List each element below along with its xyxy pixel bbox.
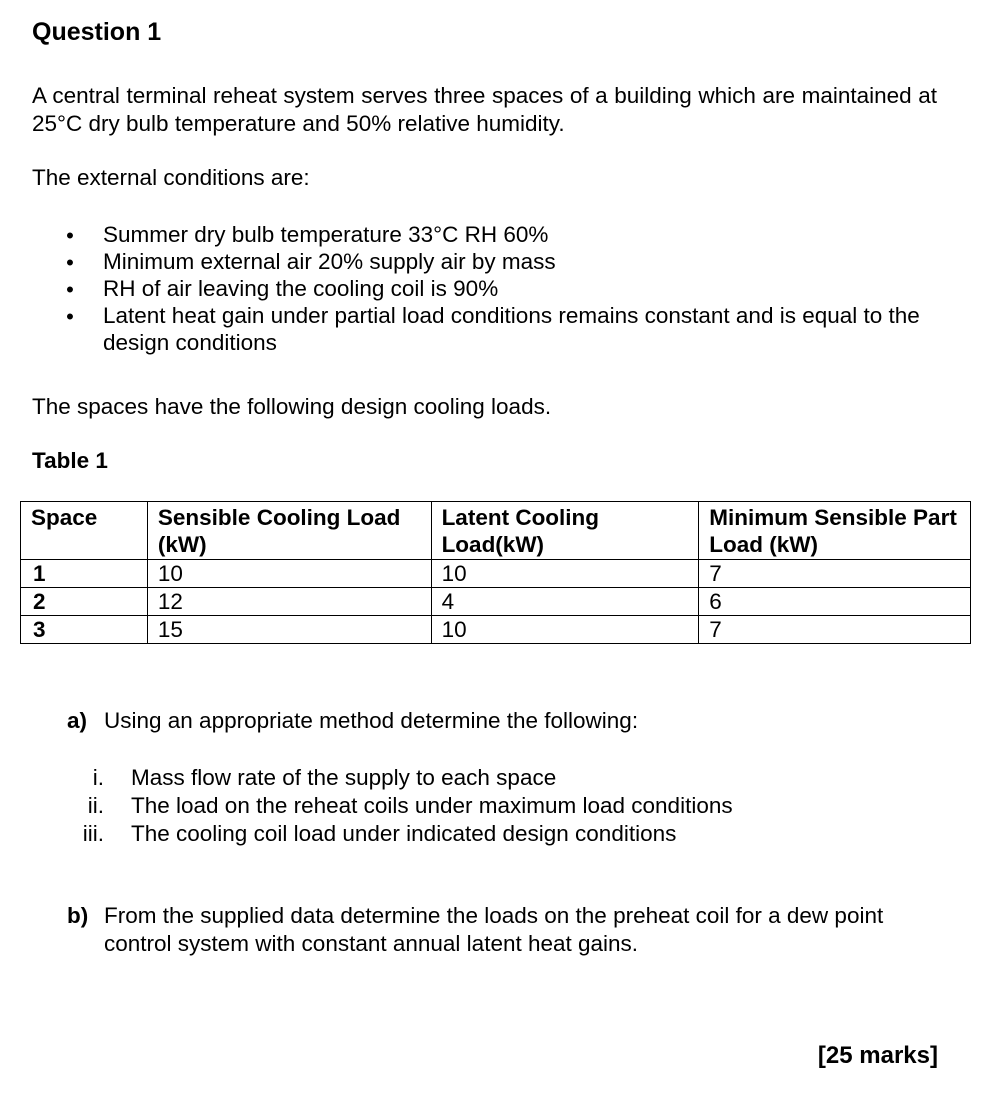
header-latent-load: Latent Cooling Load(kW) bbox=[431, 502, 699, 560]
table-row bbox=[21, 616, 971, 644]
external-conditions-heading: The external conditions are: bbox=[32, 165, 310, 190]
cooling-loads-table bbox=[20, 501, 971, 644]
question-title: Question 1 bbox=[32, 18, 162, 46]
cell-min-sensible: 7 bbox=[699, 560, 971, 588]
bullet-icon: • bbox=[66, 250, 74, 275]
cell-sensible: 10 bbox=[147, 560, 431, 588]
cell-latent: 10 bbox=[431, 616, 699, 644]
intro-paragraph: A central terminal reheat system serves three spaces of a building which are maintained at 25°C dry bulb temperature and 50% relative humidity. bbox=[32, 83, 937, 136]
list-item bbox=[60, 221, 940, 248]
cell-sensible: 12 bbox=[147, 588, 431, 616]
cell-latent: 10 bbox=[431, 560, 699, 588]
cell-space: 1 bbox=[21, 560, 148, 588]
condition-text: Summer dry bulb temperature 33°C RH 60% bbox=[103, 222, 549, 247]
bullet-icon: • bbox=[66, 223, 74, 248]
external-conditions-list bbox=[60, 221, 940, 356]
table-caption: Table 1 bbox=[32, 448, 108, 473]
table-row bbox=[21, 588, 971, 616]
bullet-icon: • bbox=[66, 304, 74, 329]
item-text: The cooling coil load under indicated design conditions bbox=[131, 821, 677, 846]
header-min-sensible-part-load: Minimum Sensible Part Load (kW) bbox=[699, 502, 971, 560]
part-a-label: a) bbox=[67, 708, 88, 733]
list-item bbox=[70, 764, 733, 792]
cell-min-sensible: 6 bbox=[699, 588, 971, 616]
item-text: Mass flow rate of the supply to each space bbox=[131, 765, 557, 790]
table-row bbox=[21, 560, 971, 588]
part-a bbox=[67, 708, 638, 734]
part-a-items bbox=[70, 764, 733, 848]
cell-min-sensible: 7 bbox=[699, 616, 971, 644]
header-space: Space bbox=[21, 502, 148, 560]
header-sensible-load: Sensible Cooling Load (kW) bbox=[147, 502, 431, 560]
item-number: i. bbox=[92, 765, 104, 790]
list-item bbox=[70, 820, 733, 848]
cell-sensible: 15 bbox=[147, 616, 431, 644]
part-b-text: From the supplied data determine the loads on the preheat coil for a dew point control system with constant annual latent heat gains. bbox=[104, 903, 884, 956]
list-item bbox=[60, 302, 940, 356]
condition-text: Latent heat gain under partial load conditions remains constant and is equal to the design conditions bbox=[103, 303, 920, 355]
list-item bbox=[60, 275, 940, 302]
part-a-text: Using an appropriate method determine the following: bbox=[104, 708, 639, 733]
item-text: The load on the reheat coils under maximum load conditions bbox=[131, 793, 733, 818]
part-b-label: b) bbox=[67, 903, 89, 928]
cell-space: 3 bbox=[21, 616, 148, 644]
marks-label: [25 marks] bbox=[817, 1042, 938, 1069]
table-header-row bbox=[21, 502, 971, 560]
condition-text: RH of air leaving the cooling coil is 90% bbox=[103, 276, 499, 301]
condition-text: Minimum external air 20% supply air by mass bbox=[103, 249, 556, 274]
item-number: ii. bbox=[87, 793, 104, 818]
part-b bbox=[67, 902, 942, 956]
list-item bbox=[60, 248, 940, 275]
spaces-intro: The spaces have the following design cooling loads. bbox=[32, 394, 552, 419]
item-number: iii. bbox=[82, 821, 104, 846]
cell-latent: 4 bbox=[431, 588, 699, 616]
list-item bbox=[70, 792, 733, 820]
cell-space: 2 bbox=[21, 588, 148, 616]
bullet-icon: • bbox=[66, 277, 74, 302]
